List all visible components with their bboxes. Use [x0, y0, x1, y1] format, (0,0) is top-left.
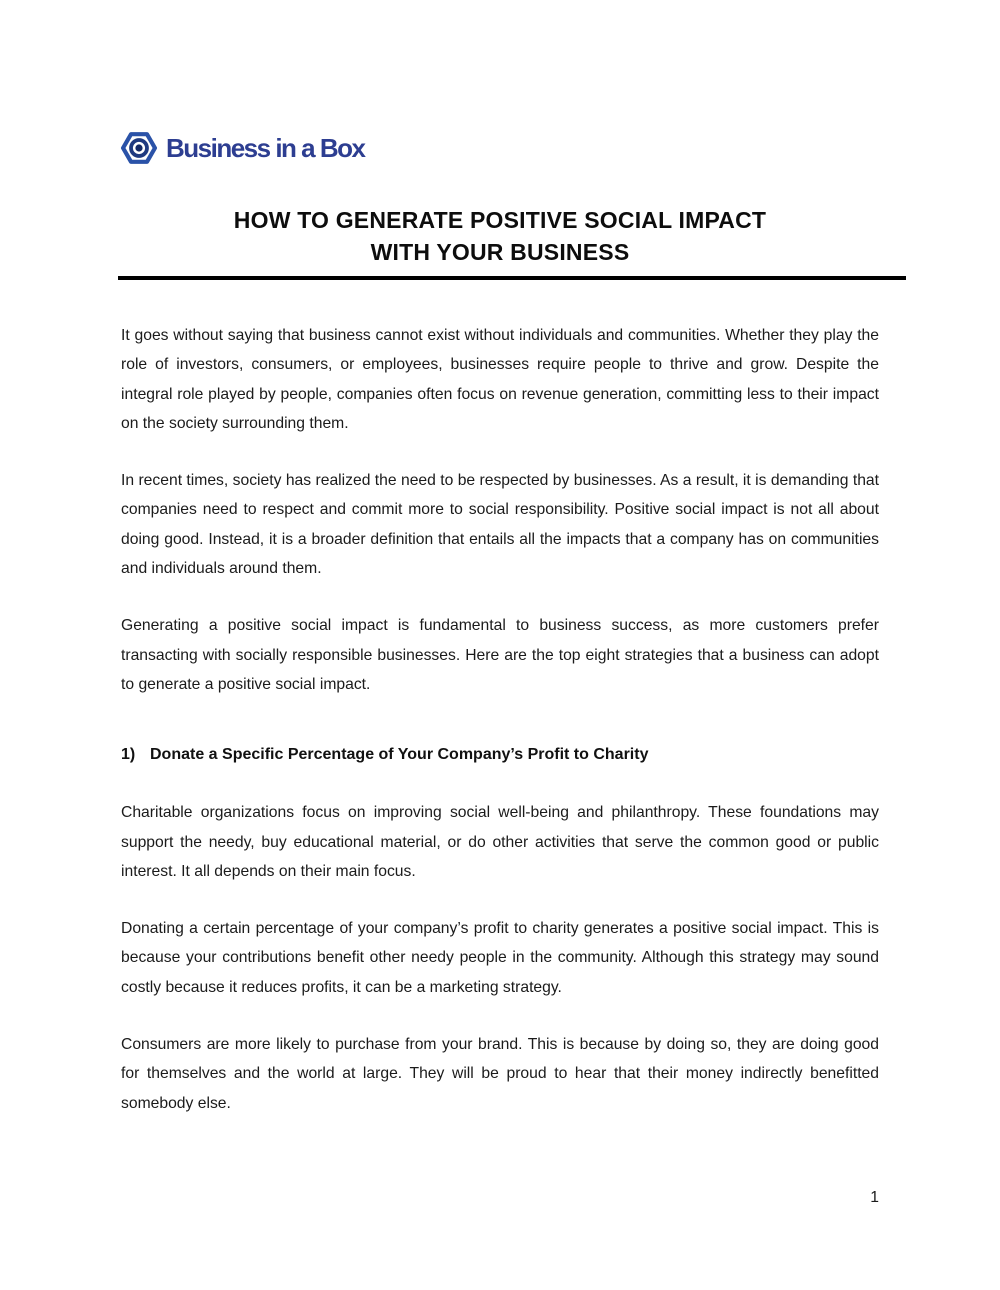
- document-title: [121, 205, 879, 268]
- title-divider-rule: [118, 276, 906, 280]
- document-title-line-1: HOW TO GENERATE POSITIVE SOCIAL IMPACT: [233, 207, 767, 233]
- document-title-line-2: WITH YOUR BUSINESS: [370, 238, 630, 265]
- intro-paragraph-1: It goes without saying that business cannot exist without individuals and communities. Whether they play the role of investors, consumers, or employees, businesses require people to thrive and grow. Despite the integral role played by people, companies often focus on revenue generation, committing less to their impact on the society surrounding them.: [121, 327, 879, 432]
- section-1-number: 1): [121, 746, 136, 764]
- page-number: 1: [870, 1189, 879, 1206]
- intro-paragraph-3: Generating a positive social impact is fundamental to business success, as more customers prefer transacting with socially responsible businesses. Here are the top eight strategies that a business can adopt to generate a positive social impact.: [121, 617, 879, 693]
- section-1-paragraph-2: Donating a certain percentage of your company’s profit to charity generates a positive social impact. This is because your contributions benefit other needy people in the community. Although this strategy may sound costly because it reduces profits, it can be a marketing strategy.: [121, 920, 879, 996]
- document-body: [121, 321, 879, 1146]
- section-1-paragraph-3: Consumers are more likely to purchase from your brand. This is because by doing so, they are doing good for themselves and the world at large. They will be proud to hear that their money indirectly benefitted somebody else.: [121, 1036, 879, 1112]
- section-1-paragraph-1: Charitable organizations focus on improving social well-being and philanthropy. These foundations may support the needy, buy educational material, or do other activities that serve the common good or public interest. It all depends on their main focus.: [121, 804, 879, 880]
- hexagon-ring-logo-icon: [120, 129, 158, 167]
- logo-wordmark: Business in a Box: [166, 133, 365, 163]
- section-1-heading: [121, 745, 879, 765]
- business-in-a-box-logo: [120, 129, 364, 167]
- section-1-heading-text: Donate a Specific Percentage of Your Company’s Profit to Charity: [150, 746, 649, 764]
- intro-paragraph-2: In recent times, society has realized the need to be respected by businesses. As a result, it is demanding that companies need to respect and commit more to social responsibility. Positive social impact is not all about doing good. Instead, it is a broader definition that entails all the impacts that a company has on communities and individuals around them.: [121, 472, 879, 578]
